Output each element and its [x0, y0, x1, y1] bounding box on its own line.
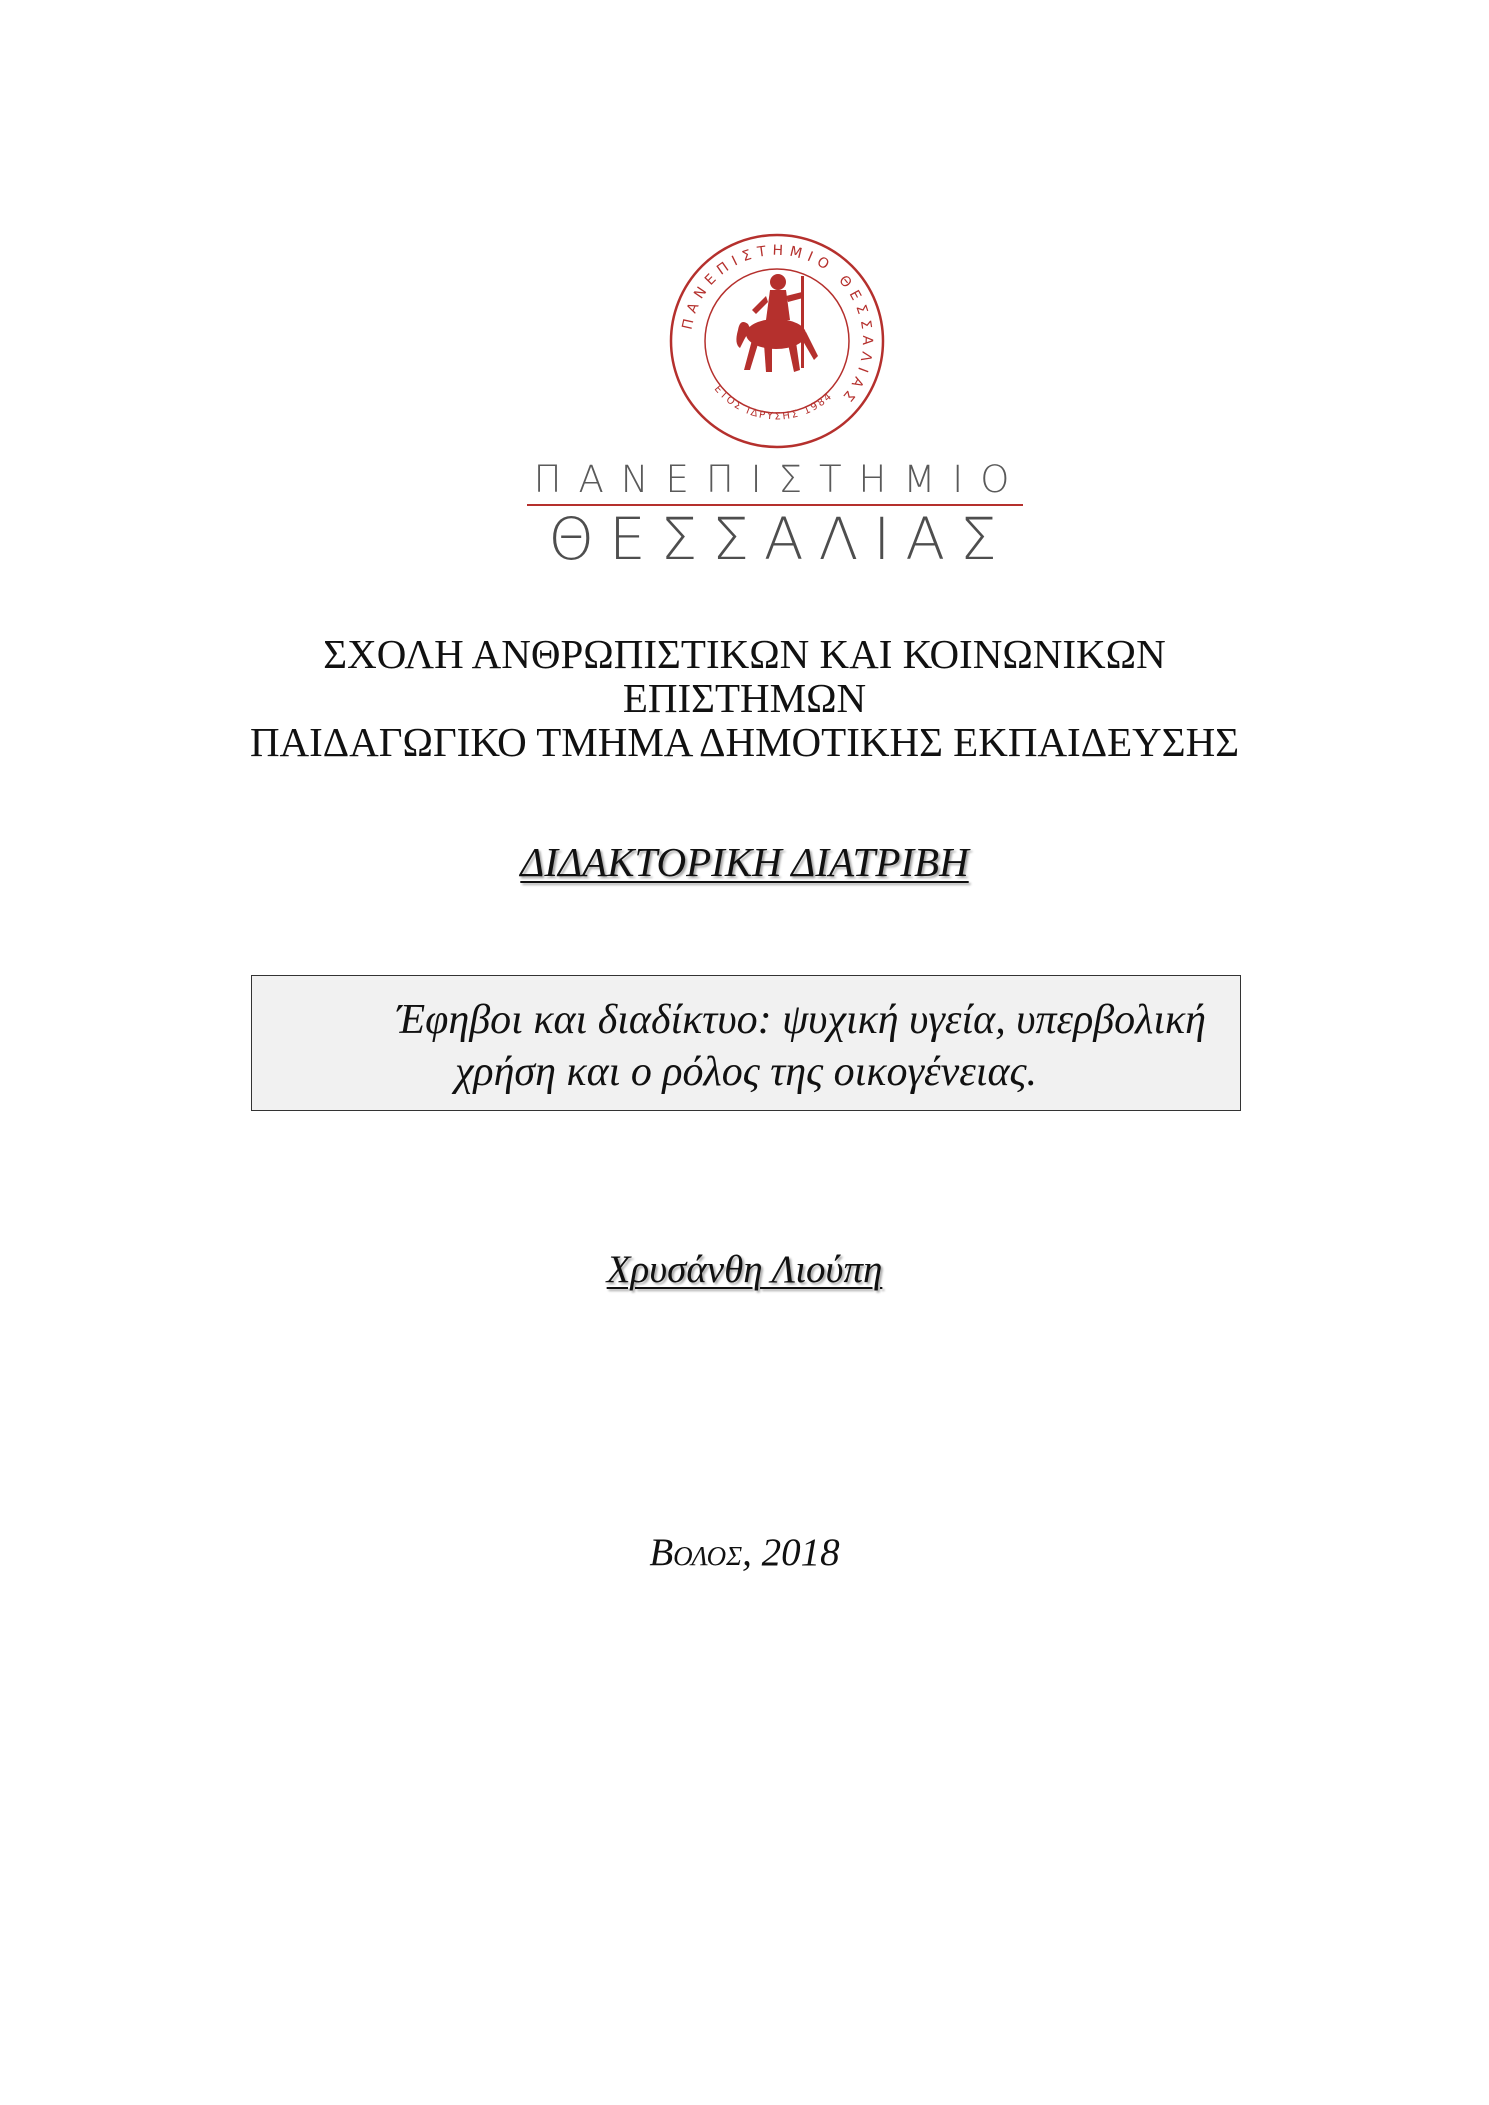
seal-year-text: ΕΤΟΣ ΙΔΡΥΣΗΣ 1984: [711, 383, 836, 423]
place: Βολος: [649, 1531, 743, 1574]
school-line1: ΣΧΟΛΗ ΑΝΘΡΩΠΙΣΤΙΚΩΝ ΚΑΙ ΚΟΙΝΩΝΙΚΩΝ: [323, 631, 1166, 677]
thesis-title-box: [251, 975, 1241, 1111]
thesis-title-line2: χρήση και ο ρόλος της οικογένειας.: [454, 1049, 1038, 1095]
school-line2: ΕΠΙΣΤΗΜΩΝ: [622, 675, 867, 721]
thesis-title-line1: Έφηβοι και διαδίκτυο: ψυχική υγεία, υπερβολική: [396, 997, 1206, 1043]
thesis-type: ΔΙΔΑΚΤΟΡΙΚΗ ΔΙΑΤΡΙΒΗ: [520, 839, 969, 885]
university-seal-logo: [668, 232, 886, 450]
author-name: Χρυσάνθη Λιούπη: [606, 1248, 883, 1291]
year: , 2018: [742, 1531, 840, 1574]
place-and-year: [150, 1530, 1339, 1575]
centaur-icon: [736, 274, 818, 372]
svg-text:ΕΤΟΣ ΙΔΡΥΣΗΣ 1984: [712, 384, 836, 423]
school-heading: [150, 632, 1339, 764]
department-line: ΠΑΙΔΑΓΩΓΙΚΟ ΤΜΗΜΑ ΔΗΜΟΤΙΚΗΣ ΕΚΠΑΙΔΕΥΣΗΣ: [249, 719, 1240, 765]
university-name-line1: ΠΑΝΕΠΙΣΤΗΜΙΟ: [533, 458, 1027, 501]
university-name-line2: ΘΕΣΣΑΛΙΑΣ: [548, 505, 1012, 573]
seal-ring-text: ΠΑΝΕΠΙΣΤΗΜΙΟ ΘΕΣΣΑΛΙΑΣ: [679, 242, 876, 409]
